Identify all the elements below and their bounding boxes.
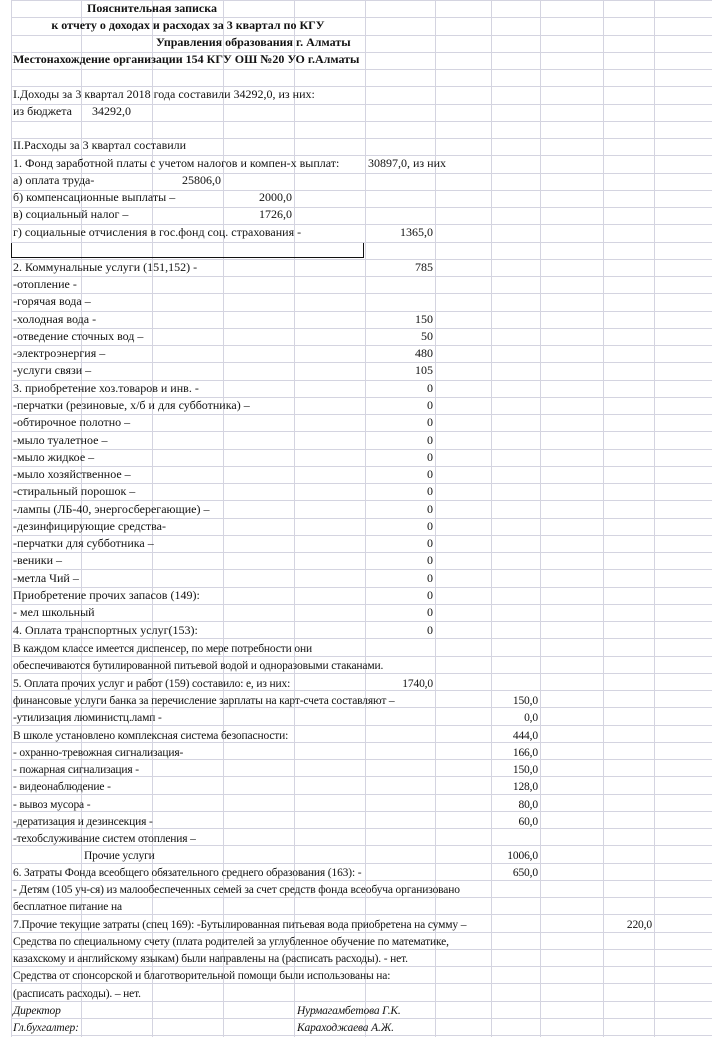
line-item-label: -утилизация люминистц.ламп - (13, 712, 162, 725)
education-fund-value: 650,0 (512, 867, 538, 879)
line-item-value: 0 (427, 570, 433, 585)
line-item-label: -мыло жидкое – (13, 449, 95, 464)
line-item-value: 0 (427, 484, 433, 499)
payroll-value: 30897,0, из них (368, 156, 447, 170)
line-item-label: -горячая вода – (13, 294, 91, 309)
signature-role-director: Директор (13, 1005, 61, 1017)
line-item-value: 0 (427, 623, 433, 637)
line-item-value: 150 (415, 311, 433, 326)
income-budget-label: из бюджета (13, 104, 72, 118)
grid-row-line (11, 449, 712, 450)
other-services-label: 5. Оплата прочих услуг и работ (159) составило: е, из них: (13, 678, 291, 690)
line-item-value: 0 (427, 605, 433, 619)
grid-row-line (11, 173, 712, 174)
other-current-label: 7.Прочие текущие затраты (спец 169): -Бутылированная питьевая вода приобретена на сумму – (13, 919, 467, 931)
line-item-label: -обтирочное полотно – (13, 415, 131, 430)
line-item-value: 166,0 (512, 746, 538, 759)
line-item-value: 0 (427, 381, 433, 395)
payroll-item-label: б) компенсационные выплаты – (13, 190, 176, 204)
line-item-value (365, 276, 433, 293)
line-item-value (365, 293, 433, 310)
income-line: I.Доходы за 3 квартал 2018 года составили 34292,0, из них: (13, 87, 315, 101)
sponsorship-line: (расписать расходы). – нет. (13, 988, 141, 1000)
line-item-label: - охранно-тревожная сигнализация- (13, 746, 184, 759)
income-budget-value: 34292,0 (92, 104, 131, 118)
payroll-item-label: в) социальный налог – (13, 207, 129, 221)
dispenser-note-line: обеспечиваются бутилированной питьевой водой и одноразовыми стаканами. (13, 660, 384, 672)
line-item-label: 2. Коммунальные услуги (151,152) - (13, 260, 198, 274)
dispenser-note-line: В каждом классе имеется диспенсер, по мере потребности они (13, 643, 312, 655)
line-item-value: 480 (415, 346, 433, 360)
line-item-label: - пожарная сигнализация - (13, 764, 139, 776)
line-item-label: -веники – (13, 553, 63, 568)
line-item-value: 128,0 (512, 781, 538, 794)
grid-row-line (11, 69, 712, 70)
line-item-label: Приобретение прочих запасов (149): (13, 588, 200, 602)
payroll-item-value: 1726,0 (259, 207, 292, 221)
line-item-value: 0 (427, 432, 433, 447)
line-item-value: 0 (427, 536, 433, 550)
grid-row-line (11, 362, 712, 363)
grid-row-line (11, 794, 712, 795)
line-item-value: 0 (427, 553, 433, 568)
grid-row-line (11, 35, 712, 36)
line-item-value: 0 (427, 518, 433, 533)
line-item-value: 60,0 (518, 815, 538, 828)
grid-row-line (11, 604, 712, 605)
line-item-value: 0 (427, 415, 433, 430)
other-services-value: 1740,0 (402, 678, 433, 690)
grid-row-line (11, 311, 712, 312)
line-item-value: 50 (421, 328, 433, 343)
line-item-label: -перчатки (резиновые, х/б и для субботника) – (13, 398, 250, 412)
special-account-line: казахскому и английскому языкам) были направлены на (расписать расходы). - нет. (13, 953, 408, 965)
line-item-label: -холодная вода - (13, 311, 97, 326)
line-item-value: 0 (427, 467, 433, 481)
line-item-value: 0,0 (524, 712, 538, 725)
line-item-value: 785 (415, 260, 433, 274)
education-fund-note: - Детям (105 уч-ся) из малообеспеченных семей за счет средств фонда всеобуча организовано (13, 884, 460, 896)
line-item-value: 0 (427, 398, 433, 412)
line-item-label: - вывоз мусора - (13, 798, 91, 811)
line-item-value: 0 (427, 501, 433, 516)
line-item-value (491, 831, 538, 848)
grid-row-line (11, 276, 712, 277)
line-item-label: -техобслуживание систем отопления – (13, 833, 196, 845)
line-item-label: В школе установлено комплексная система безопасности: (13, 729, 289, 742)
payroll-label: 1. Фонд заработной платы с учетом налогов и компен-х выплат: (13, 156, 340, 170)
sponsorship-line: Средства от спонсорской и благотворительной помощи были использованы на: (13, 970, 391, 982)
line-item-label: -перчатки для субботника – (13, 536, 154, 550)
line-item-label: -отведение сточных вод – (13, 328, 144, 343)
line-item-label: -метла Чий – (13, 570, 79, 585)
grid-row-line (11, 552, 712, 553)
line-item-value: 0 (427, 588, 433, 602)
grid-row-line (11, 569, 712, 570)
signature-name-accountant: Караходжаева А.Ж. (297, 1022, 394, 1034)
line-item-label: -дератизация и дезинсекция - (13, 815, 153, 828)
line-item-value: 444,0 (512, 729, 538, 742)
misc-services-label: Прочие услуги (84, 850, 155, 862)
payroll-item-value: 25806,0 (182, 173, 221, 187)
line-item-label: -мыло хозяйственное – (13, 467, 131, 481)
education-fund-label: 6. Затраты Фонда всеобщего обязательного среднего образования (163): - (13, 867, 362, 879)
line-item-label: -услуги связи – (13, 363, 92, 378)
line-item-value: 150,0 (512, 695, 538, 707)
line-item-value: 150,0 (512, 764, 538, 776)
line-item-value: 80,0 (518, 798, 538, 811)
grid-row-line (11, 345, 712, 346)
line-item-label: -стиральный порошок – (13, 484, 136, 499)
education-fund-note: бесплатное питание на (13, 901, 122, 913)
special-account-line: Средства по специальному счету (плата родителей за углубленное обучение по математике, (13, 936, 449, 948)
line-item-value: 105 (415, 363, 433, 378)
signature-name-director: Нурмагамбетова Г.К. (297, 1005, 401, 1017)
line-item-label: финансовые услуги банка за перечисление зарплаты на карт-счета составляют – (13, 695, 395, 707)
department-name: Управления образования г. Алматы (156, 35, 351, 49)
misc-services-value: 1006,0 (507, 850, 538, 862)
payroll-item-value: 1365,0 (400, 225, 433, 239)
grid-row-line (11, 121, 712, 122)
highlighted-empty-cell[interactable] (11, 243, 364, 258)
line-item-label: 3. приобретение хоз.товаров и инв. - (13, 381, 199, 395)
grid-row-line (11, 811, 712, 812)
line-item-label: - видеонаблюдение - (13, 781, 111, 794)
document-title: Пояснительная записка (86, 1, 217, 15)
line-item-label: - мел школьный (13, 605, 95, 619)
payroll-item-value: 2000,0 (259, 190, 292, 204)
line-item-label: -отопление - (13, 277, 77, 291)
payroll-item-label: а) оплата труда- (13, 173, 95, 187)
line-item-label: -лампы (ЛБ-40, энергосберегающие) – (13, 501, 210, 516)
expenses-heading: II.Расходы за 3 квартал составили (13, 138, 187, 152)
line-item-label: -мыло туалетное – (13, 432, 108, 447)
payroll-item-label: г) социальные отчисления в гос.фонд соц. страхования - (13, 225, 302, 239)
signature-role-accountant: Гл.бухгалтер: (13, 1022, 79, 1034)
line-item-value: 0 (427, 449, 433, 464)
document-subtitle: к отчету о доходах и расходах за 3 квартал по КГУ (51, 18, 325, 32)
grid-row-line (11, 293, 712, 294)
organization-location: Местонахождение организации 154 КГУ ОШ №20 УО г.Алматы (13, 52, 360, 66)
other-current-value: 220,0 (626, 919, 652, 931)
line-item-label: -дезинфицирующие средства- (13, 518, 166, 533)
line-item-label: 4. Оплата транспортных услуг(153): (13, 623, 198, 637)
line-item-label: -электроэнергия – (13, 346, 106, 360)
